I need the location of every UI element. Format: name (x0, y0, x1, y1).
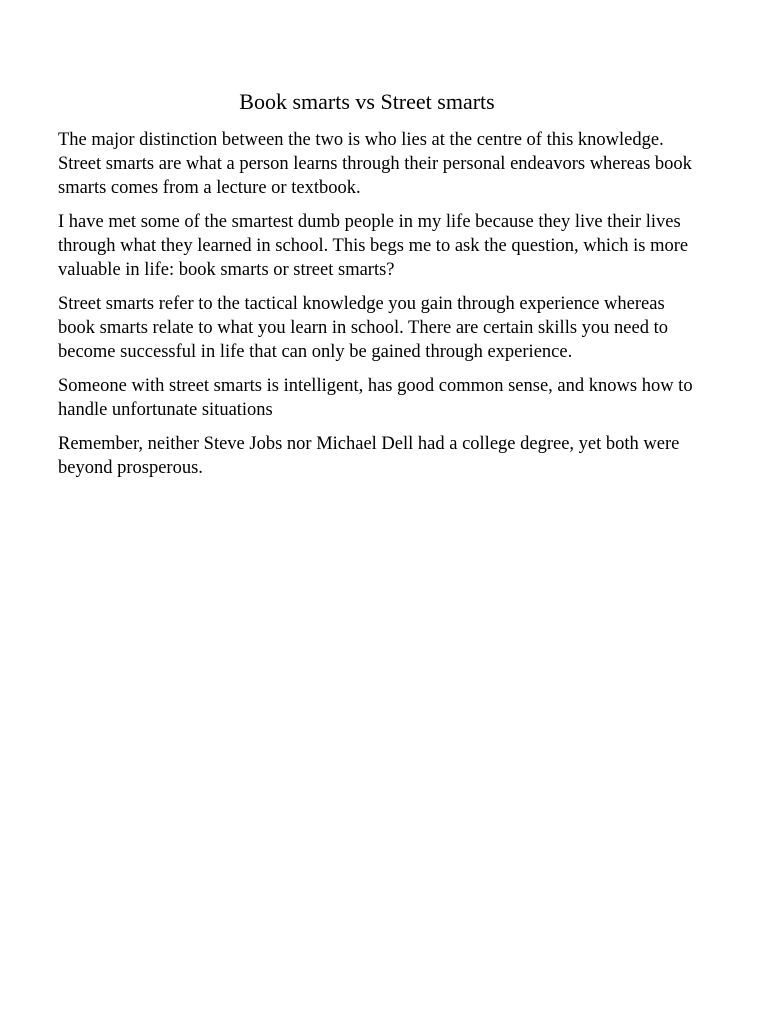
paragraph-distinction: The major distinction between the two is who lies at the centre of this knowledge. Street smarts are what a person learns through their personal endeavors whereas book smarts comes from a lecture or textbook. (58, 130, 692, 198)
document-body (58, 128, 698, 490)
document-title: Book smarts vs Street smarts (239, 89, 495, 114)
paragraph-street-smarts-traits: Someone with street smarts is intelligent, has good common sense, and knows how to handle unfortunate situations (58, 376, 693, 420)
paragraph-tactical-knowledge: Street smarts refer to the tactical knowledge you gain through experience whereas book smarts relate to what you learn in school. There are certain skills you need to become successful in life that can only be gained through experience. (58, 294, 668, 362)
paragraph-jobs-dell: Remember, neither Steve Jobs nor Michael Dell had a college degree, yet both were beyond prosperous. (58, 434, 680, 478)
paragraph-smartest-dumb-people: I have met some of the smartest dumb people in my life because they live their lives through what they learned in school. This begs me to ask the question, which is more valuable in life: book smarts or street smarts? (58, 212, 689, 280)
